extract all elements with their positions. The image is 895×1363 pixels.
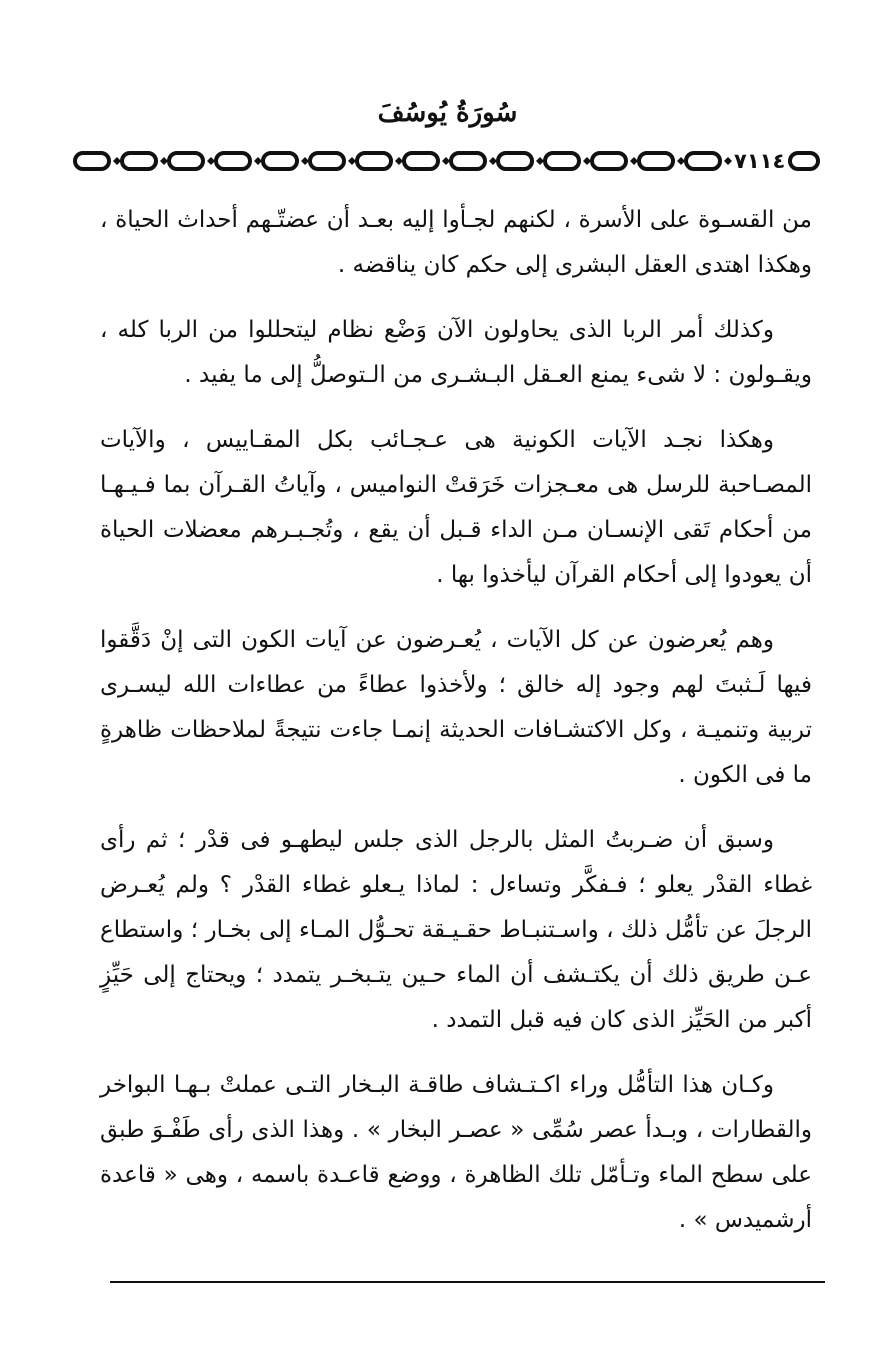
body-text [100, 198, 812, 1263]
surah-title: سُورَةُ يُوسُفَ [377, 98, 518, 128]
ornament-end-link [787, 148, 821, 174]
page-number: ٧١١٤ [734, 149, 786, 173]
paragraph-3: وهكذا نجـد الآيات الكونية هى عـجـائب بكل المقـاييس ، والآيات المصـاحبة للرسل هى معـجزات خَرَقتْ النواميس ، وآياتُ القـرآن بما فـيـهـا من أحكام تَقى الإنسـان مـن الداء قـبل أن يقع ، وتُجـبـرهم معضلات الحياة أن يعودوا إلى أحكام القرآن ليأخذوا بها . [100, 427, 812, 588]
paragraph-4: وهم يُعرضون عن كل الآيات ، يُعـرضون عن آيات الكون التى إنْ دَقَّقوا فيها لَـثبتَ لهم وجود إله خالق ؛ ولأخذوا عطاءً من عطاءات الله ليسـرى تربية وتنميـة ، وكل الاكتشـافات الحديثة إنمـا جاءت نتيجةً لملاحظات ظاهرةٍ ما فى الكون . [100, 627, 812, 788]
paragraph-2: وكذلك أمر الربا الذى يحاولون الآن وَضْع نظام ليتحللوا من الربا كله ، ويقـولون : لا شىء يمنع العـقل البـشـرى من الـتوصلُّ إلى ما يفيد . [100, 317, 812, 388]
footer-rule [110, 1281, 825, 1283]
paragraph-5: وسبق أن ضـربتُ المثل بالرجل الذى جلس ليطهـو فى قدْر ؛ ثم رأى غطاء القدْر يعلو ؛ فـفكَّر وتساءل : لماذا يـعلو غطاء القدْر ؟ ولم يُعـرض الرجلَ عن تأمُّل ذلك ، واسـتنبـاط حقـيـقة تحـوُّل المـاء إلى بخـار ؛ واستطاع عـن طريق ذلك أن يكتـشف أن الماء حـين يتـبخـر يتمدد ؛ ويحتاج إلى حَيِّزٍ أكبر من الحَيِّز الذى كان فيه قبل التمدد . [100, 827, 812, 1033]
paragraph-1: من القسـوة على الأسرة ، لكنهم لجـأوا إليه بعـد أن عضتّـهم أحداث الحياة ، وهكذا اهتدى العقل البشرى إلى حكم كان يناقضه . [100, 207, 812, 278]
ornament-chain-left [72, 148, 732, 174]
paragraph-6: وكـان هذا التأمُّل وراء اكـتـشاف طاقـة البـخار التـى عملتْ بـهـا البواخر والقطارات ، وبـدأ عصر سُمِّى « عصـر البخار » . وهذا الذى رأى طَفْـوَ طبق على سطح الماء وتـأمّل تلك الظاهرة ، ووضع قاعـدة باسمه ، وهى « قاعدة أرشميدس » . [100, 1072, 812, 1233]
header-ornament [72, 148, 832, 174]
